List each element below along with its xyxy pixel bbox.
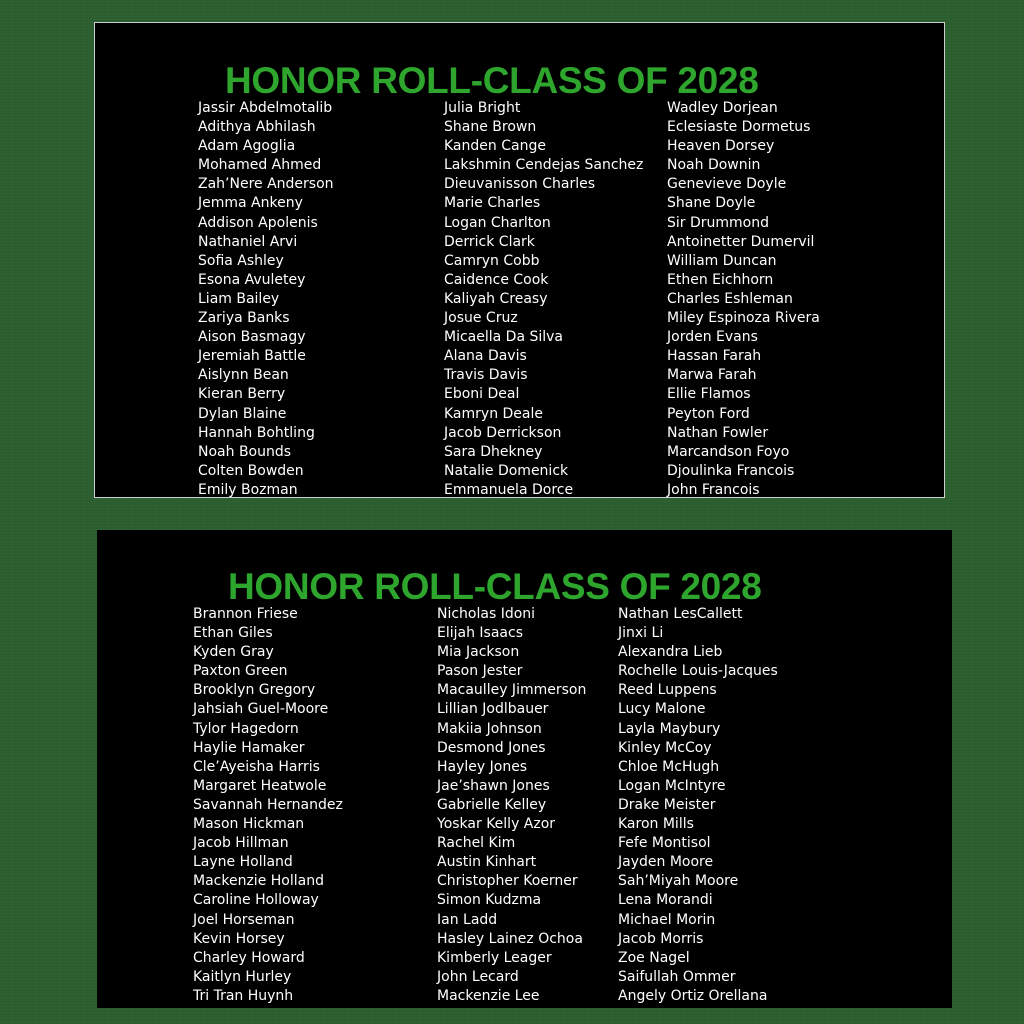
- student-name: Jacob Hillman: [193, 835, 289, 852]
- student-name: Lillian Jodlbauer: [437, 701, 549, 718]
- student-name: Julia Bright: [444, 100, 521, 116]
- student-name: Lakshmin Cendejas Sanchez: [444, 157, 644, 174]
- student-name: Cle’Ayeisha Harris: [193, 758, 320, 775]
- student-name: Mia Jackson: [437, 644, 520, 661]
- student-name: Charley Howard: [193, 949, 305, 966]
- student-name: Alexandra Lieb: [618, 644, 723, 661]
- student-name: Zah’Nere Anderson: [198, 176, 334, 193]
- student-name: Alana Davis: [444, 348, 527, 365]
- student-name: Emily Bozman: [198, 481, 298, 498]
- student-name: Nathaniel Arvi: [198, 233, 298, 250]
- student-name: Ethan Giles: [193, 625, 273, 642]
- student-name: Sah’Miyah Moore: [618, 873, 739, 890]
- student-name: Rachel Kim: [437, 835, 516, 852]
- student-name: Mohamed Ahmed: [198, 157, 322, 174]
- student-name: Dieuvanisson Charles: [444, 176, 596, 193]
- student-name: Mason Hickman: [193, 816, 305, 833]
- student-name: Nicholas Idoni: [437, 606, 536, 622]
- student-name: Fefe Montisol: [618, 835, 711, 852]
- student-name: Kinley McCoy: [618, 739, 712, 756]
- student-name: Micaella Da Silva: [444, 329, 564, 346]
- student-name: Ian Ladd: [437, 911, 498, 928]
- student-name: Macaulley Jimmerson: [437, 682, 587, 699]
- student-name: Chloe McHugh: [618, 758, 720, 775]
- student-name: Noah Downin: [667, 157, 761, 174]
- student-name: Caroline Holloway: [193, 892, 319, 909]
- student-name: Christopher Koerner: [437, 873, 578, 890]
- student-name: Aislynn Bean: [198, 367, 289, 384]
- student-name: Brooklyn Gregory: [193, 682, 316, 699]
- student-name: Liam Bailey: [198, 290, 280, 307]
- student-name: Esona Avuletey: [198, 271, 306, 288]
- student-name: Jayden Moore: [618, 854, 714, 871]
- panel-title: HONOR ROLL-CLASS OF 2028: [228, 566, 762, 607]
- student-name: Genevieve Doyle: [667, 176, 787, 193]
- student-name: Heaven Dorsey: [667, 138, 775, 155]
- student-name: Mackenzie Lee: [437, 987, 540, 1004]
- student-name: Ethen Eichhorn: [667, 271, 774, 288]
- name-column-3: [618, 605, 778, 1006]
- student-name: Camryn Cobb: [444, 252, 540, 269]
- student-name: Jeremiah Battle: [198, 348, 306, 365]
- student-name: Hassan Farah: [667, 348, 762, 365]
- student-name: Karon Mills: [618, 816, 694, 833]
- student-name: Sara Dhekney: [444, 443, 543, 460]
- student-name: Paxton Green: [193, 663, 288, 680]
- student-name: Noah Bounds: [198, 443, 292, 460]
- name-column-3: [667, 99, 820, 500]
- student-name: Travis Davis: [444, 367, 528, 384]
- student-name: Kaliyah Creasy: [444, 290, 548, 307]
- student-name: Tylor Hagedorn: [193, 720, 299, 737]
- student-name: Adithya Abhilash: [198, 119, 316, 136]
- name-column-2: [444, 99, 643, 500]
- student-name: Drake Meister: [618, 796, 716, 813]
- student-name: Savannah Hernandez: [193, 796, 343, 813]
- student-name: Colten Bowden: [198, 462, 304, 479]
- name-column-1: [198, 99, 334, 500]
- student-name: Kamryn Deale: [444, 405, 543, 422]
- student-name: Tri Tran Huynh: [193, 987, 294, 1004]
- student-name: Kimberly Leager: [437, 949, 552, 966]
- student-name: Pason Jester: [437, 663, 523, 680]
- student-name: Lena Morandi: [618, 892, 713, 909]
- student-name: Hannah Bohtling: [198, 424, 315, 441]
- student-name: Hasley Lainez Ochoa: [437, 930, 583, 947]
- student-name: Yoskar Kelly Azor: [437, 816, 556, 833]
- student-name: Jacob Derrickson: [444, 424, 562, 441]
- student-name: Haylie Hamaker: [193, 739, 305, 756]
- student-name: Eboni Deal: [444, 386, 520, 403]
- student-name: Kanden Cange: [444, 138, 546, 155]
- student-name: Rochelle Louis-Jacques: [618, 663, 778, 680]
- student-name: John Francois: [667, 481, 760, 498]
- student-name: Kyden Gray: [193, 644, 274, 661]
- student-name: Michael Morin: [618, 911, 716, 928]
- student-name: Brannon Friese: [193, 606, 298, 622]
- student-name: Zoe Nagel: [618, 949, 690, 966]
- panel-title: HONOR ROLL-CLASS OF 2028: [225, 60, 759, 101]
- honor-roll-panel-1: [94, 22, 945, 498]
- student-name: Logan McIntyre: [618, 777, 726, 794]
- student-name: Dylan Blaine: [198, 405, 287, 422]
- student-name: Shane Brown: [444, 119, 537, 136]
- student-name: Nathan Fowler: [667, 424, 769, 441]
- student-name: Jahsiah Guel-Moore: [193, 701, 329, 718]
- student-name: Kieran Berry: [198, 386, 286, 403]
- student-name: Jacob Morris: [618, 930, 704, 947]
- student-name: Caidence Cook: [444, 271, 549, 288]
- student-name: Kaitlyn Hurley: [193, 968, 292, 985]
- student-name: Layla Maybury: [618, 720, 721, 737]
- student-name: Marcandson Foyo: [667, 443, 790, 460]
- honor-roll-panel-2: [97, 530, 952, 1008]
- student-name: Aison Basmagy: [198, 329, 306, 346]
- student-name: Desmond Jones: [437, 739, 546, 756]
- student-name: Hayley Jones: [437, 758, 528, 775]
- student-name: Margaret Heatwole: [193, 777, 327, 794]
- student-name: Mackenzie Holland: [193, 873, 324, 890]
- student-name: Antoinetter Dumervil: [667, 233, 815, 250]
- student-name: Jassir Abdelmotalib: [198, 100, 333, 116]
- student-name: Peyton Ford: [667, 405, 750, 422]
- student-name: Josue Cruz: [444, 310, 518, 327]
- student-name: Shane Doyle: [667, 195, 756, 212]
- student-name: Sofia Ashley: [198, 252, 284, 269]
- student-name: Zariya Banks: [198, 310, 290, 327]
- student-name: Layne Holland: [193, 854, 293, 871]
- student-name: Nathan LesCallett: [618, 606, 743, 622]
- student-name: Jemma Ankeny: [198, 195, 303, 212]
- student-name: Wadley Dorjean: [667, 100, 778, 116]
- student-name: Jorden Evans: [667, 329, 758, 346]
- student-name: Derrick Clark: [444, 233, 535, 250]
- name-column-2: [437, 605, 586, 1006]
- student-name: Elijah Isaacs: [437, 625, 523, 642]
- student-name: Emmanuela Dorce: [444, 481, 574, 498]
- student-name: Lucy Malone: [618, 701, 706, 718]
- student-name: Angely Ortiz Orellana: [618, 987, 768, 1004]
- student-name: Jae’shawn Jones: [437, 777, 550, 794]
- student-name: Reed Luppens: [618, 682, 717, 699]
- student-name: Makiia Johnson: [437, 720, 542, 737]
- student-name: Adam Agoglia: [198, 138, 296, 155]
- student-name: Gabrielle Kelley: [437, 796, 547, 813]
- student-name: Austin Kinhart: [437, 854, 537, 871]
- student-name: Ellie Flamos: [667, 386, 751, 403]
- student-name: Marwa Farah: [667, 367, 757, 384]
- student-name: Charles Eshleman: [667, 290, 793, 307]
- student-name: Simon Kudzma: [437, 892, 542, 909]
- student-name: Djoulinka Francois: [667, 462, 795, 479]
- student-name: Kevin Horsey: [193, 930, 285, 947]
- student-name: Natalie Domenick: [444, 462, 569, 479]
- student-name: Miley Espinoza Rivera: [667, 310, 820, 327]
- student-name: Jinxi Li: [618, 625, 664, 642]
- name-column-1: [193, 605, 343, 1006]
- student-name: Sir Drummond: [667, 214, 769, 231]
- student-name: Eclesiaste Dormetus: [667, 119, 811, 136]
- student-name: Logan Charlton: [444, 214, 551, 231]
- student-name: Joel Horseman: [193, 911, 295, 928]
- student-name: Marie Charles: [444, 195, 541, 212]
- student-name: Addison Apolenis: [198, 214, 318, 231]
- student-name: William Duncan: [667, 252, 777, 269]
- student-name: Saifullah Ommer: [618, 968, 736, 985]
- student-name: John Lecard: [437, 968, 519, 985]
